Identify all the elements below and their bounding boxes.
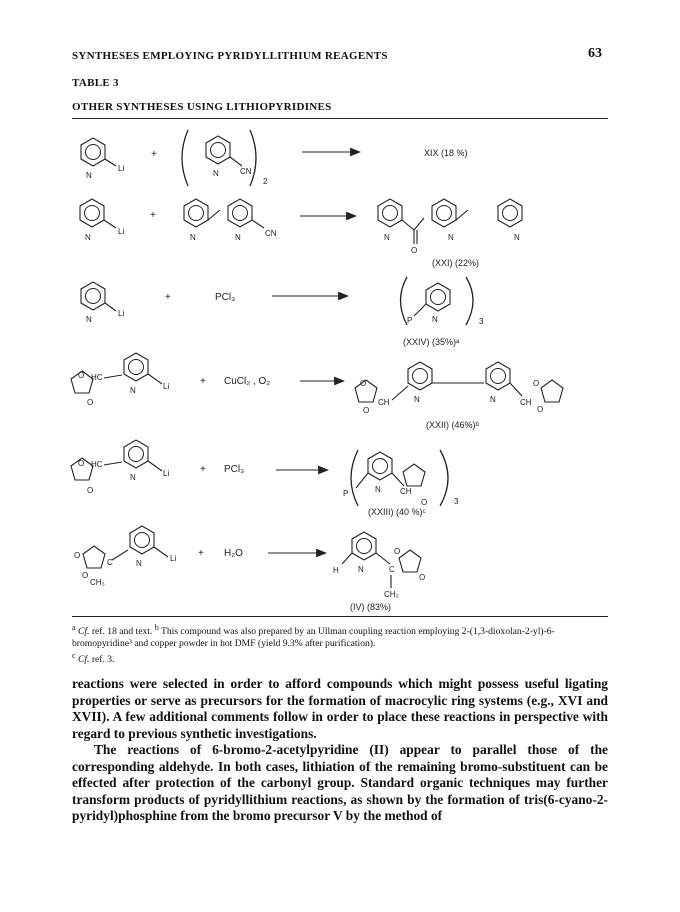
- svg-text:O: O: [421, 498, 428, 507]
- product-xxii-label: (XXII) (46%)ᵇ: [426, 420, 479, 430]
- table-footnotes: [72, 622, 608, 666]
- svg-text:O: O: [533, 379, 540, 388]
- footnote-b-mark: b: [154, 623, 159, 632]
- svg-text:O: O: [411, 246, 418, 255]
- row2-reaction: [80, 199, 522, 268]
- svg-text:N: N: [130, 386, 136, 395]
- svg-text:Li: Li: [163, 382, 170, 391]
- svg-text:CH₃: CH₃: [384, 590, 399, 599]
- svg-text:N: N: [136, 559, 142, 568]
- svg-text:N: N: [358, 565, 364, 574]
- row6-reaction: [74, 526, 425, 612]
- svg-text:PCl₃: PCl₃: [224, 464, 245, 475]
- footnote-a-cf: Cf.: [77, 626, 90, 638]
- svg-text:3: 3: [479, 317, 484, 326]
- svg-text:CH: CH: [378, 398, 390, 407]
- svg-text:N: N: [190, 233, 196, 242]
- svg-text:O: O: [82, 571, 89, 580]
- product-xxi-label: (XXI) (22%): [432, 258, 480, 268]
- svg-text:N: N: [490, 395, 496, 404]
- svg-text:+: +: [200, 376, 206, 387]
- svg-text:N: N: [213, 169, 219, 178]
- svg-text:Li: Li: [163, 469, 170, 478]
- svg-text:CH₃: CH₃: [90, 578, 105, 587]
- row5-reaction: [71, 440, 459, 517]
- page-number: 63: [588, 46, 602, 61]
- svg-text:N: N: [86, 315, 92, 324]
- svg-text:N: N: [514, 233, 520, 242]
- footnote-b-text: This compound was also prepared by an Ullman coupling reaction employing 2-(1,3-dioxolan-2-yl)-6-bromopyridine³ and copper powder in hot DMF (yield 9.3% after purification).: [72, 626, 555, 650]
- row3-reaction: [81, 277, 484, 347]
- svg-text:HC: HC: [91, 373, 103, 382]
- svg-text:+: +: [200, 464, 206, 475]
- svg-text:P: P: [343, 489, 349, 498]
- svg-text:PCl₃: PCl₃: [215, 292, 236, 303]
- svg-text:+: +: [198, 548, 204, 559]
- svg-text:CN: CN: [265, 229, 277, 238]
- table-bottom-rule: [72, 616, 608, 617]
- svg-text:N: N: [86, 171, 92, 180]
- svg-text:N: N: [235, 233, 241, 242]
- svg-text:C: C: [389, 565, 395, 574]
- footnote-a-text: ref. 18 and text.: [91, 626, 153, 638]
- svg-text:O: O: [78, 371, 85, 380]
- svg-text:CH: CH: [400, 487, 412, 496]
- svg-text:3: 3: [454, 497, 459, 506]
- row4-reaction: [71, 353, 563, 430]
- svg-text:H: H: [333, 566, 339, 575]
- svg-text:N: N: [448, 233, 454, 242]
- svg-text:N: N: [130, 473, 136, 482]
- body-paragraph-2: The reactions of 6-bromo-2-acetylpyridine (II) appear to parallel those of the corresponding aldehyde. In both cases, lithiation of the remaining bromo-substituent can be effected after protection of the carbonyl group. Standard organic techniques may further transform products of pyridyllithium reactions, as shown by the formation of tris(6-cyano-2-pyridyl)phosphine from the bromo precursor V by the method of: [72, 742, 608, 823]
- svg-text:Li: Li: [170, 554, 177, 563]
- svg-text:O: O: [537, 405, 544, 414]
- footnote-c-mark: c: [72, 651, 76, 661]
- plus-sign: +: [151, 149, 157, 160]
- table-label: TABLE 3: [72, 77, 119, 89]
- svg-text:O: O: [87, 398, 94, 407]
- svg-text:CuCl₂ , O₂: CuCl₂ , O₂: [224, 376, 271, 387]
- footnote-c-text: ref. 3.: [91, 654, 115, 666]
- svg-text:O: O: [363, 406, 370, 415]
- svg-text:CN: CN: [240, 167, 252, 176]
- svg-text:H₂O: H₂O: [224, 548, 243, 559]
- svg-text:O: O: [419, 573, 426, 582]
- svg-text:+: +: [165, 292, 171, 303]
- product-xxiii-label: (XXIII) (40 %)ᶜ: [368, 507, 426, 517]
- body-paragraph-1: reactions were selected in order to afford compounds which might possess useful ligating properties or serve as precursors for the formation of macrocylic ring systems (e.g., XVI and XVII). A few additional comments follow in order to place these reactions in perspective with regard to previous synthetic investigations.: [72, 676, 608, 741]
- product-xxiv-label: (XXIV) (35%)ᵃ: [403, 337, 460, 347]
- product-xix-label: XIX (18 %): [424, 148, 468, 158]
- svg-text:O: O: [78, 459, 85, 468]
- svg-text:HC: HC: [91, 460, 103, 469]
- footnote-a-mark: a: [72, 623, 76, 632]
- svg-text:O: O: [74, 551, 81, 560]
- svg-text:O: O: [394, 547, 401, 556]
- svg-text:CH: CH: [520, 398, 532, 407]
- row1-reaction: [81, 130, 468, 186]
- svg-text:C: C: [107, 558, 113, 567]
- svg-text:P: P: [407, 316, 413, 325]
- product-iv-label: (IV) (83%): [350, 602, 392, 612]
- svg-text:N: N: [432, 315, 438, 324]
- body-text: [72, 676, 608, 825]
- svg-text:O: O: [360, 379, 367, 388]
- running-title: SYNTHESES EMPLOYING PYRIDYLLITHIUM REAGENTS: [72, 50, 388, 62]
- svg-text:Li: Li: [118, 309, 125, 318]
- footnote-c-cf: Cf.: [77, 654, 90, 666]
- svg-text:N: N: [414, 395, 420, 404]
- table-title: OTHER SYNTHESES USING LITHIOPYRIDINES: [72, 101, 332, 113]
- svg-text:N: N: [85, 233, 91, 242]
- svg-text:N: N: [375, 485, 381, 494]
- svg-text:+: +: [150, 210, 156, 221]
- svg-text:Li: Li: [118, 164, 125, 173]
- svg-text:2: 2: [263, 177, 268, 186]
- svg-text:O: O: [87, 486, 94, 495]
- svg-text:N: N: [384, 233, 390, 242]
- dipyridyl-ketone-precursor: [182, 130, 268, 186]
- svg-text:Li: Li: [118, 227, 125, 236]
- pyridyllithium-structure: [81, 138, 124, 180]
